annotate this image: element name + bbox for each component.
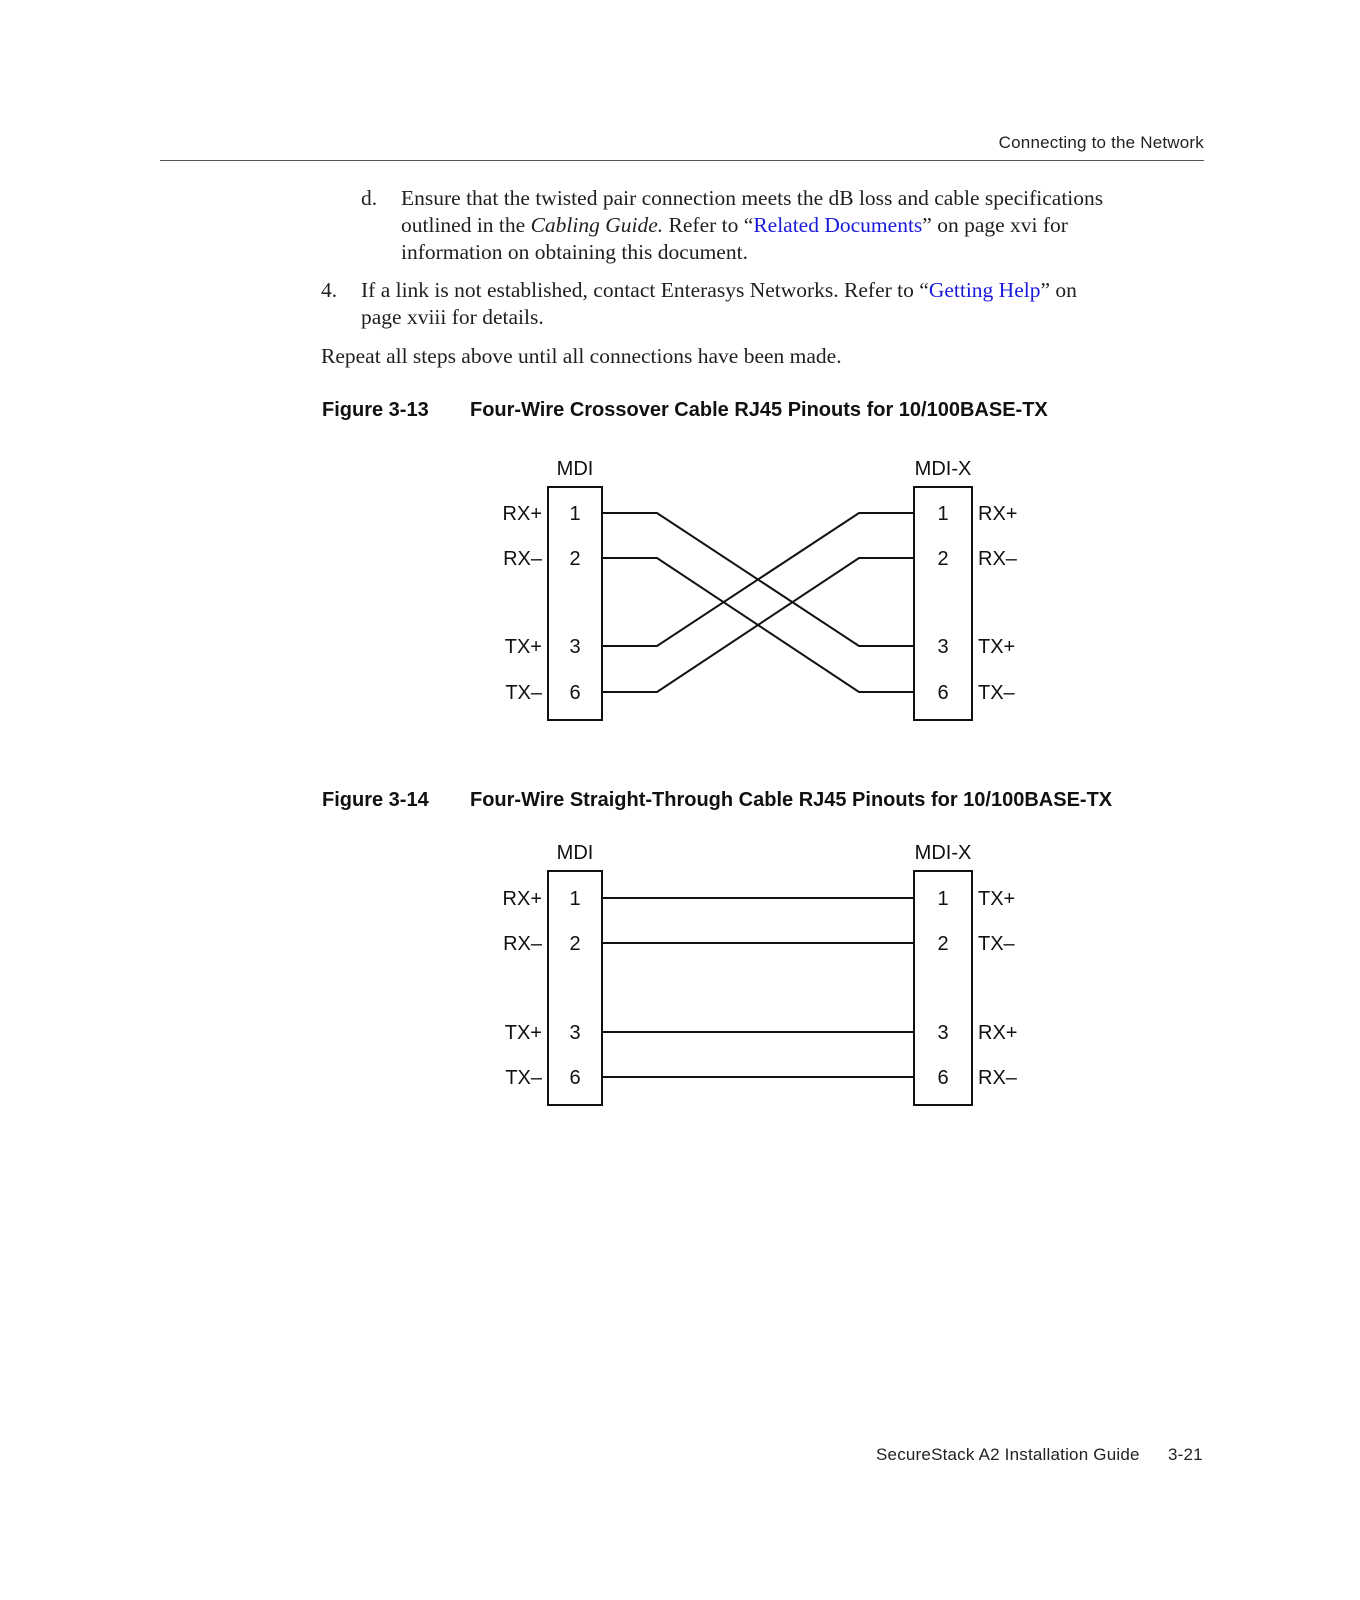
fig13-right-pin-3: 6 (937, 682, 949, 704)
fig14-right-signal-0: TX+ (978, 888, 1016, 910)
repeat-paragraph: Repeat all steps above until all connections have been made. (321, 344, 842, 368)
fig14-right-pin-1: 2 (937, 933, 949, 955)
fig13-left-pin-2: 3 (569, 636, 581, 658)
fig14-right-pin-0: 1 (937, 888, 949, 910)
fig14-mdi-box (548, 871, 602, 1105)
cabling-guide-title: Cabling Guide. (530, 213, 664, 237)
figure-13-caption (322, 399, 1048, 422)
fig14-left-signal-2: TX+ (504, 1022, 542, 1044)
header-rule (160, 160, 1204, 161)
fig13-left-signal-2: TX+ (504, 636, 542, 658)
fig14-left-pin-2: 3 (569, 1022, 581, 1044)
fig14-right-pin-3: 6 (937, 1067, 949, 1089)
fig13-left-pin-1: 2 (569, 548, 581, 570)
fig14-right-signal-3: RX– (978, 1067, 1017, 1089)
fig14-left-pin-1: 2 (569, 933, 581, 955)
fig14-left-signal-1: RX– (503, 933, 542, 955)
fig14-left-pin-3: 6 (569, 1067, 581, 1089)
fig13-mdix-label: MDI-X (914, 458, 972, 480)
step-d-line-2: outlined in the Cabling Guide. Refer to “Related Documents” on page xvi for (401, 213, 1068, 237)
step-4-line-2: page xviii for details. (361, 305, 544, 329)
footer-page-number: 3-21 (1168, 1445, 1203, 1464)
fig13-mdi-box (548, 487, 602, 720)
step-4-marker: 4. (321, 278, 338, 302)
fig13-right-signal-1: RX– (978, 548, 1017, 570)
fig13-right-signal-3: TX– (978, 682, 1015, 704)
fig14-mdi-label: MDI (556, 842, 594, 864)
fig13-left-pin-0: 1 (569, 503, 581, 525)
related-documents-link[interactable]: Related Documents (753, 213, 923, 237)
fig13-right-pin-1: 2 (937, 548, 949, 570)
fig14-left-pin-0: 1 (569, 888, 581, 910)
fig13-right-pin-2: 3 (937, 636, 949, 658)
fig13-right-signal-0: RX+ (978, 503, 1018, 525)
fig13-right-signal-2: TX+ (978, 636, 1016, 658)
figure-13-title: Four-Wire Crossover Cable RJ45 Pinouts for 10/100BASE-TX (470, 399, 1048, 421)
fig13-right-pin-0: 1 (937, 503, 949, 525)
step-d-line-3: information on obtaining this document. (401, 240, 748, 264)
running-header: Connecting to the Network (998, 133, 1204, 152)
fig13-mdix-box (914, 487, 972, 720)
step-4-line-1: If a link is not established, contact Enterasys Networks. Refer to “Getting Help” on (361, 278, 1077, 302)
step-d-text (401, 185, 1213, 266)
fig14-right-signal-1: TX– (978, 933, 1015, 955)
footer-guide-title: SecureStack A2 Installation Guide (876, 1445, 1140, 1464)
fig14-right-signal-2: RX+ (978, 1022, 1018, 1044)
step-d-marker: d. (361, 186, 378, 210)
fig13-wire-2 (602, 513, 914, 646)
fig13-left-signal-0: RX+ (502, 503, 542, 525)
figure-13-number: Figure 3-13 (322, 399, 429, 421)
fig14-left-signal-3: TX– (505, 1067, 542, 1089)
fig14-mdix-box (914, 871, 972, 1105)
figure-14-title: Four-Wire Straight-Through Cable RJ45 Pinouts for 10/100BASE-TX (470, 789, 1113, 811)
fig14-left-signal-0: RX+ (502, 888, 542, 910)
fig13-left-signal-1: RX– (503, 548, 542, 570)
step-d-line-1: Ensure that the twisted pair connection meets the dB loss and cable specifications (401, 186, 1104, 210)
fig13-left-pin-3: 6 (569, 682, 581, 704)
fig14-mdix-label: MDI-X (914, 842, 972, 864)
fig13-mdi-label: MDI (556, 458, 594, 480)
figure-14-number: Figure 3-14 (322, 789, 429, 811)
fig13-wire-1 (602, 558, 914, 692)
step-4-text (361, 277, 1213, 331)
fig13-left-signal-3: TX– (505, 682, 542, 704)
fig14-right-pin-2: 3 (937, 1022, 949, 1044)
figure-14-caption (322, 789, 1113, 812)
fig13-wire-3 (602, 558, 914, 692)
fig13-wire-0 (602, 513, 914, 646)
getting-help-link[interactable]: Getting Help (928, 278, 1041, 302)
